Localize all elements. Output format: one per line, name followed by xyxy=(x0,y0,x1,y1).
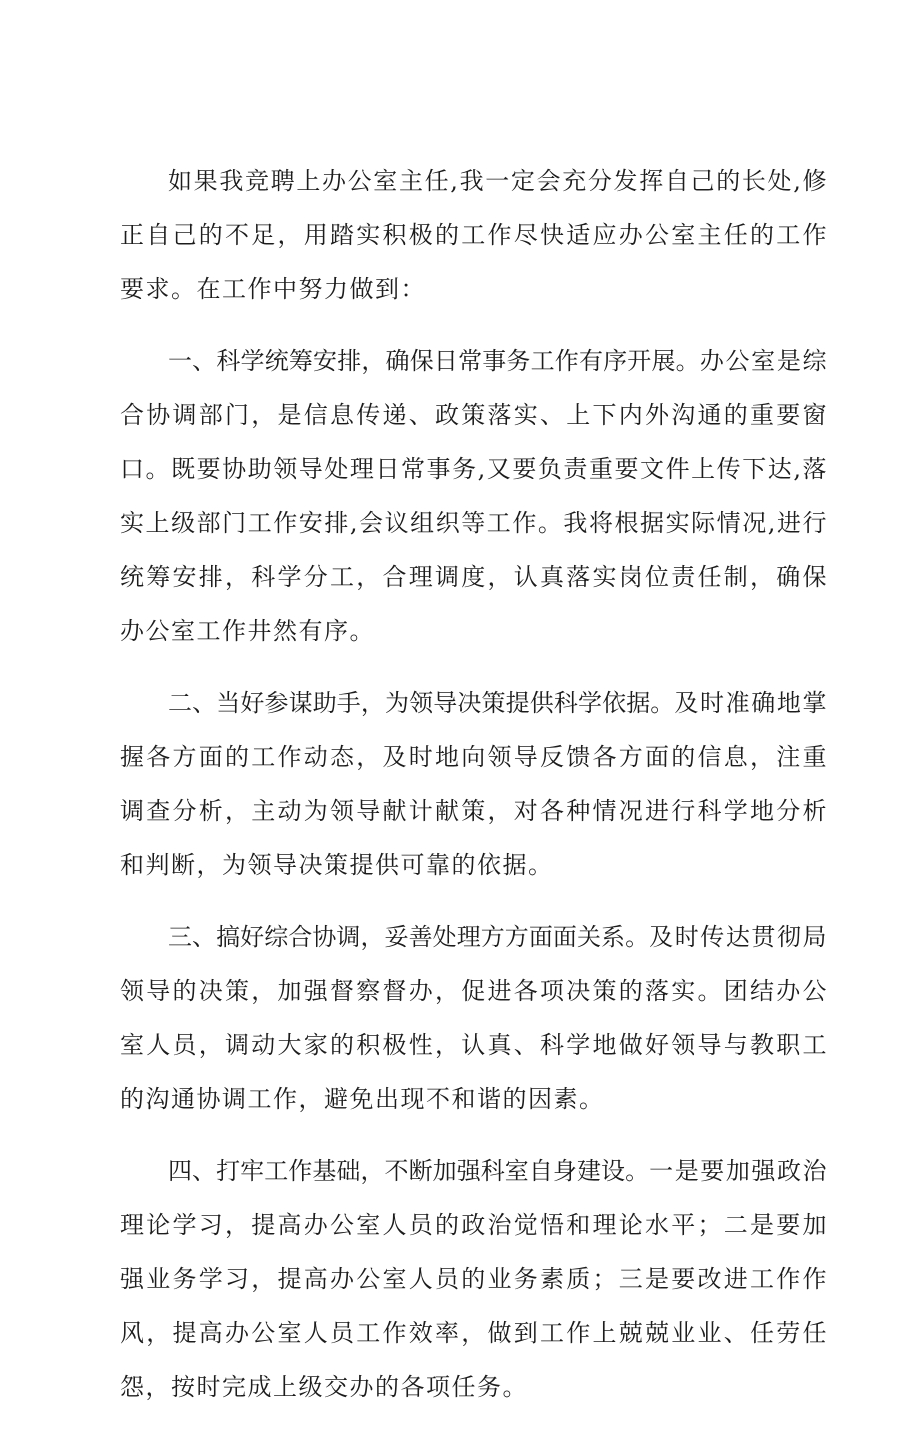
section-body-1: 办公室是综合协调部门，是信息传递、政策落实、上下内外沟通的重要窗口。既要协助领导处理日常事务,又要负责重要文件上传下达,落实上级部门工作安排,会议组织等工作。我将根据实际情况,进行统筹安排，科学分工，合理调度，认真落实岗位责任制，确保办公室工作井然有序。 xyxy=(120,347,829,645)
section-body-3: 及时传达贯彻局领导的决策，加强督察督办，促进各项决策的落实。团结办公室人员，调动大家的积极性，认真、科学地做好领导与教职工的沟通协调工作，避免出现不和谐的因素。 xyxy=(120,923,829,1113)
intro-paragraph xyxy=(120,154,828,316)
section-heading-4: 四、打牢工作基础，不断加强科室自身建设。 xyxy=(168,1157,650,1185)
section-paragraph-2 xyxy=(120,676,828,892)
section-heading-2: 二、当好参谋助手，为领导决策提供科学依据。 xyxy=(168,689,675,717)
section-body-2: 及时准确地掌握各方面的工作动态，及时地向领导反馈各方面的信息，注重调查分析，主动为领导献计献策，对各种情况进行科学地分析和判断，为领导决策提供可靠的依据。 xyxy=(120,689,828,879)
section-paragraph-3 xyxy=(120,910,828,1126)
section-paragraph-4 xyxy=(120,1144,828,1414)
intro-text: 如果我竞聘上办公室主任,我一定会充分发挥自己的长处,修正自己的不足，用踏实积极的工作尽快适应办公室主任的工作要求。在工作中努力做到： xyxy=(120,167,828,303)
document-body xyxy=(120,154,828,1432)
section-paragraph-1 xyxy=(120,334,828,658)
section-body-4: 一是要加强政治理论学习，提高办公室人员的政治觉悟和理论水平；二是要加强业务学习，提高办公室人员的业务素质；三是要改进工作作风，提高办公室人员工作效率，做到工作上兢兢业业、任劳任怨，按时完成上级交办的各项任务。 xyxy=(120,1157,829,1401)
section-heading-3: 三、搞好综合协调，妥善处理方方面面关系。 xyxy=(168,923,650,951)
section-heading-1: 一、科学统筹安排，确保日常事务工作有序开展。 xyxy=(168,347,700,375)
